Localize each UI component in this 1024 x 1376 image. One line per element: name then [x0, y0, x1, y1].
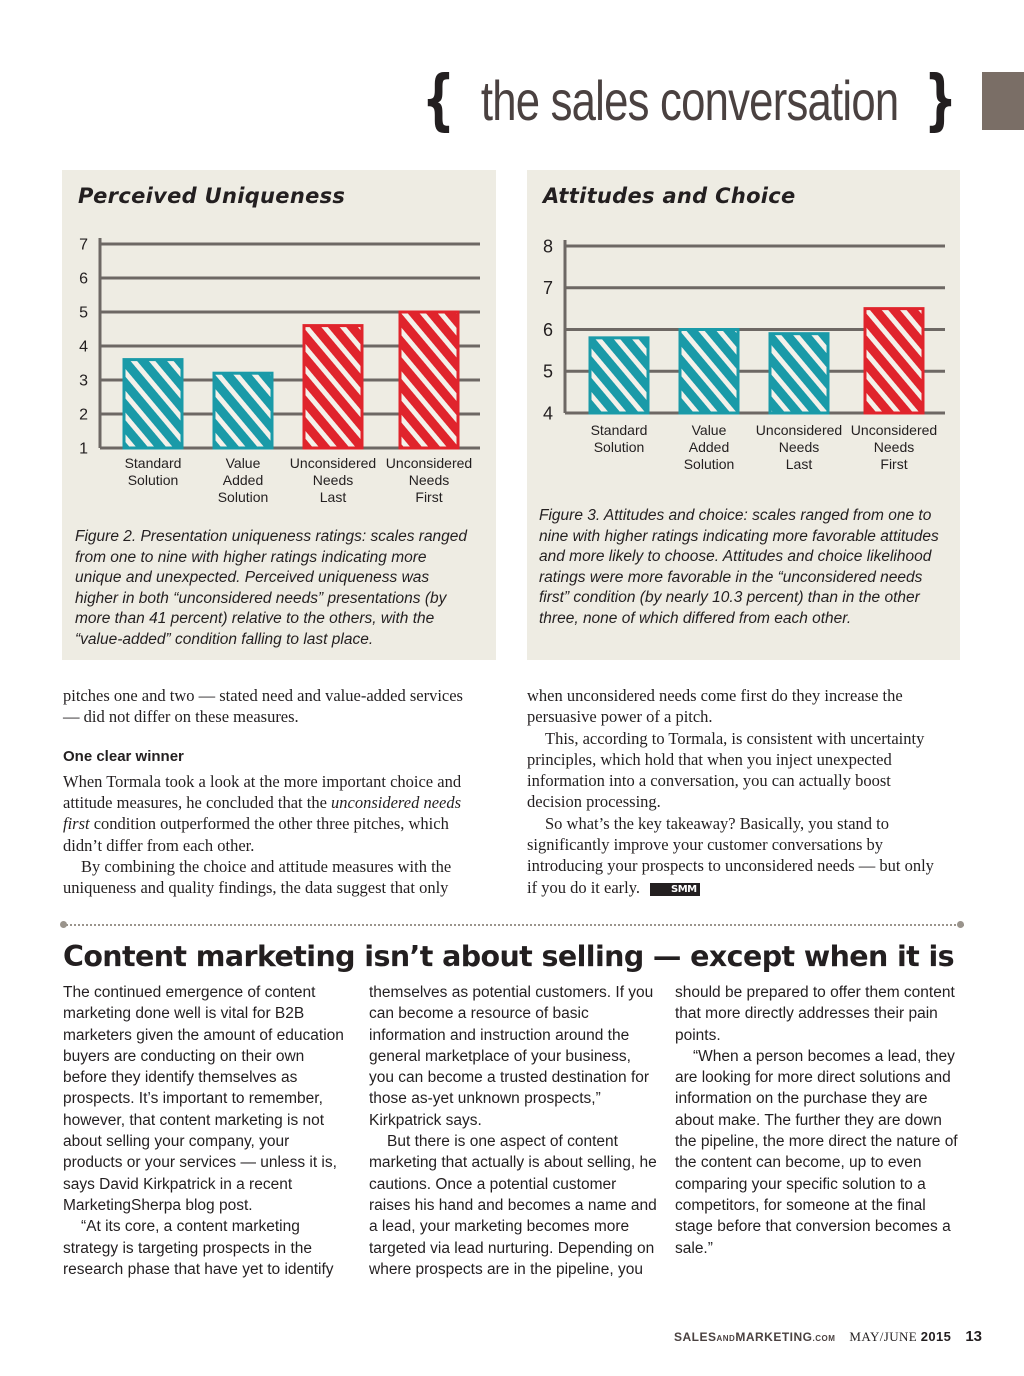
x-tick-label: Last: [319, 489, 347, 505]
figure-2-title: Perceived Uniqueness: [78, 184, 346, 208]
x-tick-label: Standard: [590, 422, 648, 438]
footer-issue: [849, 1329, 951, 1345]
footer-website: [674, 1330, 835, 1344]
figure-3-panel: [527, 170, 960, 660]
paragraph: themselves as potential customers. If you can become a resource of basic information and instruction around the general marketplace of your business, you can become a trusted destination for those as-yet unknown prospects,” Kirkpatrick says.: [369, 984, 654, 1129]
x-tick-label: Value: [225, 455, 261, 471]
site-part: MARKETING: [735, 1330, 813, 1344]
paragraph: The continued emergence of content marketing done well is vital for B2B marketers given the amount of education buyers are conducting on their own before they identify themselves as prospects. It’s important to remember, however, that content marketing is not about selling your company, your products or your services — unless it is, says David Kirkpatrick in a recent MarketingSherpa blog post.: [63, 984, 344, 1214]
section-tab: [982, 72, 1024, 130]
open-brace-glyph: {: [421, 61, 455, 138]
x-tick-label: Unconsidered: [755, 422, 843, 438]
x-tick-label: Needs: [312, 472, 354, 488]
issue-year: 2015: [920, 1329, 952, 1344]
x-tick-label: Unconsidered: [289, 455, 377, 471]
y-tick-label: 7: [79, 236, 88, 254]
dotted-divider: [62, 924, 964, 926]
y-tick-label: 4: [542, 403, 553, 424]
x-tick-label: Unconsidered: [385, 455, 473, 471]
paragraph: By combining the choice and attitude measures with the uniqueness and quality findings, the data suggest that only: [63, 857, 452, 898]
x-tick-label: Solution: [683, 456, 735, 472]
article-2-column-3: [675, 982, 965, 1259]
x-tick-label: Solution: [593, 439, 645, 455]
site-part: AND: [716, 1334, 736, 1343]
subheading: One clear winner: [63, 747, 184, 765]
divider-dot-right: [957, 921, 964, 928]
paragraph: This, according to Tormala, is consistent with uncertainty principles, which hold that when you inject unexpected information into a conversation, you can actually boost decision processing.: [527, 728, 925, 812]
figure-2-chart: [62, 228, 496, 578]
paragraph: “At its core, a content marketing strategy is targeting prospects in the research phase that have yet to identify: [63, 1218, 334, 1278]
site-part: .COM: [812, 1334, 836, 1343]
figure-3-title: Attitudes and Choice: [543, 184, 796, 208]
bar: [304, 326, 362, 448]
paragraph: [527, 813, 947, 898]
article-1-column-2: [527, 685, 947, 898]
figure-3-caption: Figure 3. Attitudes and choice: scales ranged from one to nine with higher ratings indicating more favorable attitudes and more likely to choose. Attitudes and choice likelihood ratings were more favorable in the “unconsidered needs first” condition (by nearly 10.3 percent) than in the other three, none of which differed from each other.: [539, 507, 939, 627]
x-tick-label: First: [880, 456, 908, 472]
article-2-headline: Content marketing isn’t about selling — except when it is: [63, 940, 955, 973]
paragraph: pitches one and two — stated need and value-added services — did not differ on these measures.: [63, 686, 463, 727]
x-tick-label: Value: [691, 422, 727, 438]
text-run: When Tormala took a look at the more important choice and attitude measures, he concluded that the: [63, 771, 462, 813]
text-run: condition outperformed the other three pitches, which didn’t differ from each other.: [63, 814, 449, 855]
end-of-article-mark: SMM: [650, 883, 700, 896]
x-tick-label: Added: [688, 439, 730, 455]
x-tick-label: Needs: [408, 472, 450, 488]
x-tick-label: Solution: [127, 472, 179, 488]
page-footer: [674, 1328, 982, 1345]
x-tick-label: Needs: [873, 439, 915, 455]
x-tick-label: Solution: [217, 489, 269, 505]
x-tick-label: Needs: [778, 439, 820, 455]
x-tick-label: Standard: [124, 455, 182, 471]
issue-month: MAY/JUNE: [849, 1329, 918, 1344]
close-brace-glyph: }: [924, 61, 957, 138]
article-2-column-1: [63, 982, 348, 1280]
y-tick-label: 1: [79, 440, 88, 458]
x-tick-label: First: [415, 489, 443, 505]
y-tick-label: 5: [542, 361, 553, 382]
paragraph: “When a person becomes a lead, they are looking for more direct solutions and information on the purchase they are about make. The further they are down the pipeline, the more direct the nature of the content can become, up to even comparing your specific solution to a competitors, for someone at the final stage before that conversion becomes a sale.”: [675, 1047, 958, 1257]
x-tick-label: Unconsidered: [850, 422, 938, 438]
emphasis-text: unconsidered needs first: [63, 793, 462, 834]
y-tick-label: 8: [542, 236, 553, 257]
bar: [865, 309, 923, 413]
bar: [590, 338, 648, 413]
site-part: SALES: [673, 1330, 717, 1344]
bar: [124, 360, 182, 448]
y-tick-label: 4: [79, 338, 88, 356]
article-1-column-1: [63, 685, 481, 899]
y-tick-label: 7: [542, 278, 553, 299]
y-tick-label: 6: [79, 270, 88, 288]
x-tick-label: Last: [785, 456, 813, 472]
figure-2-panel: [62, 170, 496, 660]
paragraph: [63, 771, 481, 856]
y-tick-label: 6: [542, 319, 553, 340]
page-number: 13: [965, 1328, 982, 1345]
y-tick-label: 3: [79, 372, 88, 390]
figure-2-caption: Figure 2. Presentation uniqueness ratings: scales ranged from one to nine with higher ratings indicating more unique and unexpected. Perceived uniqueness was higher in both “unconsidered needs” presentations (by more than 41 percent) relative to the others, with the “value-added” condition falling to last place.: [75, 528, 468, 648]
paragraph: But there is one aspect of content marketing that actually is about selling, he cautions. Once a potential customer raises his hand and becomes a name and a lead, your marketing becomes more targeted via lead nurturing. Depending on where prospects are in the pipeline, you: [369, 1133, 657, 1278]
article-2-column-2: [369, 982, 659, 1280]
paragraph: should be prepared to offer them content that more directly addresses their pain points.: [675, 984, 955, 1044]
text-run: So what’s the key takeaway? Basically, you stand to significantly improve your customer conversations by introducing your prospects to unconsidered needs — but only if you do it early.: [527, 813, 934, 897]
bar: [400, 312, 458, 448]
section-header: [415, 61, 964, 138]
paragraph: when unconsidered needs come first do they increase the persuasive power of a pitch.: [527, 686, 903, 727]
bar: [214, 373, 272, 448]
y-tick-label: 2: [79, 406, 88, 424]
section-title: the sales conversation: [480, 68, 899, 132]
bar: [770, 334, 828, 413]
x-tick-label: Added: [222, 472, 264, 488]
bar: [680, 330, 738, 414]
y-tick-label: 5: [79, 304, 88, 322]
